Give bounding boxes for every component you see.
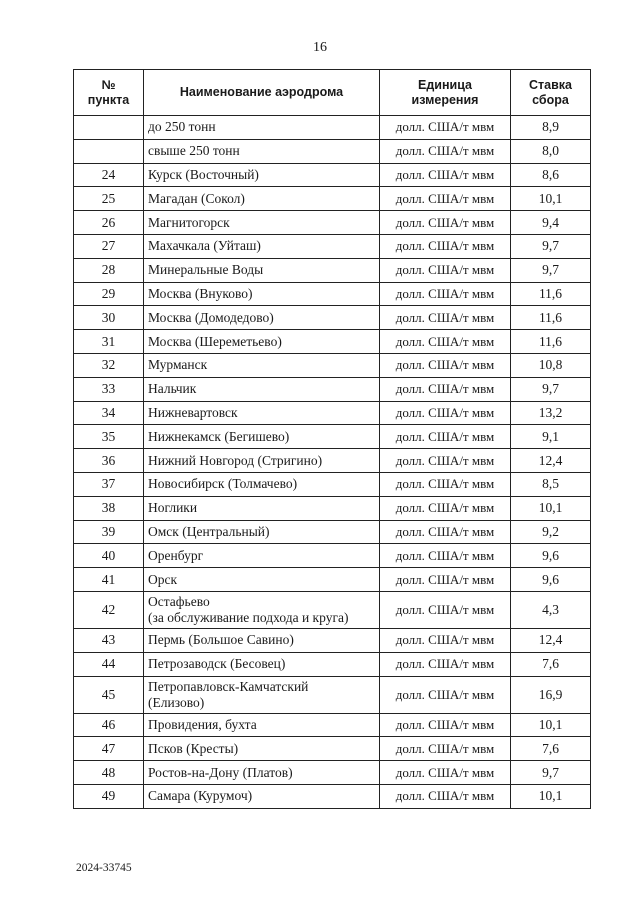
document-code: 2024-33745 — [76, 862, 132, 874]
unit-of-measure: долл. США/т мвм — [380, 472, 511, 496]
unit-of-measure: долл. США/т мвм — [380, 282, 511, 306]
fee-rate: 13,2 — [511, 401, 591, 425]
airport-name-line: Москва (Внуково) — [148, 285, 253, 301]
row-number: 47 — [74, 737, 144, 761]
fee-rate: 7,6 — [511, 737, 591, 761]
fee-rate: 9,7 — [511, 377, 591, 401]
table-row — [74, 234, 591, 258]
row-number: 44 — [74, 652, 144, 676]
airport-name-line: Курск (Восточный) — [148, 166, 259, 182]
header-unit-line-1: Единица — [418, 77, 472, 92]
unit-of-measure: долл. США/т мвм — [380, 713, 511, 737]
fee-rate: 9,6 — [511, 544, 591, 568]
fee-rate: 9,2 — [511, 520, 591, 544]
header-number-line-2: пункта — [87, 92, 130, 107]
row-number: 33 — [74, 377, 144, 401]
table-row — [74, 591, 591, 628]
airport-name-line: Нижнекамск (Бегишево) — [148, 428, 290, 444]
fee-rate: 9,1 — [511, 425, 591, 449]
row-number: 46 — [74, 713, 144, 737]
table-row — [74, 520, 591, 544]
table-row — [74, 652, 591, 676]
airport-name-line: Магадан (Сокол) — [148, 190, 245, 206]
airport-name-line: Омск (Центральный) — [148, 523, 270, 539]
airport-name-line: Москва (Шереметьево) — [148, 333, 282, 349]
unit-of-measure: долл. США/т мвм — [380, 330, 511, 354]
airport-name — [144, 761, 380, 785]
unit-of-measure: долл. США/т мвм — [380, 591, 511, 628]
airport-name-line: до 250 тонн — [148, 119, 216, 135]
airport-name — [144, 377, 380, 401]
table-row — [74, 163, 591, 187]
table-row — [74, 761, 591, 785]
fee-rate: 8,5 — [511, 472, 591, 496]
airport-name-line: Провидения, бухта — [148, 716, 257, 732]
airport-name — [144, 676, 380, 713]
row-number: 40 — [74, 544, 144, 568]
airport-name — [144, 520, 380, 544]
airport-name-line: Оренбург — [148, 547, 204, 563]
unit-of-measure: долл. США/т мвм — [380, 306, 511, 330]
row-number: 28 — [74, 258, 144, 282]
unit-of-measure: долл. США/т мвм — [380, 628, 511, 652]
row-number: 41 — [74, 568, 144, 592]
header-name-line-1: Наименование аэродрома — [179, 85, 344, 99]
table-row — [74, 211, 591, 235]
unit-of-measure: долл. США/т мвм — [380, 761, 511, 785]
table-row — [74, 139, 591, 163]
airport-name — [144, 449, 380, 473]
unit-of-measure: долл. США/т мвм — [380, 377, 511, 401]
fee-rate: 9,6 — [511, 568, 591, 592]
airport-name — [144, 163, 380, 187]
airport-name — [144, 116, 380, 140]
row-number: 49 — [74, 784, 144, 808]
page-number: 16 — [313, 40, 327, 55]
airport-name-line: Ноглики — [148, 500, 198, 516]
airport-name — [144, 282, 380, 306]
table-row — [74, 330, 591, 354]
row-number: 35 — [74, 425, 144, 449]
airport-name — [144, 306, 380, 330]
airport-name — [144, 628, 380, 652]
fee-rate: 8,6 — [511, 163, 591, 187]
unit-of-measure: долл. США/т мвм — [380, 425, 511, 449]
unit-of-measure: долл. США/т мвм — [380, 676, 511, 713]
table-row — [74, 713, 591, 737]
unit-of-measure: долл. США/т мвм — [380, 353, 511, 377]
table-body — [74, 116, 591, 809]
row-number — [74, 116, 144, 140]
fee-rate: 10,1 — [511, 496, 591, 520]
airport-name-line: (за обслуживание подхода и круга) — [148, 609, 349, 625]
unit-of-measure: долл. США/т мвм — [380, 784, 511, 808]
row-number: 24 — [74, 163, 144, 187]
airport-name — [144, 496, 380, 520]
airport-name — [144, 425, 380, 449]
table-row — [74, 544, 591, 568]
header-rate-line-2: сбора — [532, 92, 569, 107]
fee-rate: 12,4 — [511, 628, 591, 652]
airport-name — [144, 544, 380, 568]
row-number: 26 — [74, 211, 144, 235]
table-row — [74, 116, 591, 140]
fee-rate: 11,6 — [511, 306, 591, 330]
header-name — [144, 70, 380, 116]
header-rate — [511, 70, 591, 116]
airport-name — [144, 234, 380, 258]
table-row — [74, 353, 591, 377]
airport-name — [144, 258, 380, 282]
airport-name-line: Ростов-на-Дону (Платов) — [148, 764, 293, 780]
fee-rate: 10,8 — [511, 353, 591, 377]
airport-name-line: Москва (Домодедово) — [148, 309, 274, 325]
fee-rate: 4,3 — [511, 591, 591, 628]
row-number: 39 — [74, 520, 144, 544]
table-row — [74, 737, 591, 761]
unit-of-measure: долл. США/т мвм — [380, 187, 511, 211]
row-number: 48 — [74, 761, 144, 785]
airport-name — [144, 211, 380, 235]
airport-name — [144, 652, 380, 676]
airport-name-line: свыше 250 тонн — [148, 143, 240, 159]
unit-of-measure: долл. США/т мвм — [380, 737, 511, 761]
table-row — [74, 401, 591, 425]
row-number: 32 — [74, 353, 144, 377]
airport-name-line: Самара (Курумоч) — [148, 788, 253, 804]
header-unit-line-2: измерения — [411, 92, 479, 107]
fee-rate: 9,4 — [511, 211, 591, 235]
fee-rate: 10,1 — [511, 713, 591, 737]
fee-rate: 9,7 — [511, 761, 591, 785]
fee-rate: 11,6 — [511, 330, 591, 354]
airport-name — [144, 187, 380, 211]
airport-name — [144, 713, 380, 737]
fee-rate: 10,1 — [511, 187, 591, 211]
unit-of-measure: долл. США/т мвм — [380, 544, 511, 568]
table-row — [74, 258, 591, 282]
unit-of-measure: долл. США/т мвм — [380, 234, 511, 258]
airport-name-line: Орск — [148, 571, 178, 587]
table-row — [74, 568, 591, 592]
fee-rate: 9,7 — [511, 258, 591, 282]
airport-name-line: Петропавловск-Камчатский — [148, 678, 309, 694]
row-number: 42 — [74, 591, 144, 628]
airport-rates-table — [73, 69, 591, 809]
unit-of-measure: долл. США/т мвм — [380, 163, 511, 187]
table-row — [74, 282, 591, 306]
fee-rate: 11,6 — [511, 282, 591, 306]
fee-rate: 10,1 — [511, 784, 591, 808]
airport-name-line: Мурманск — [148, 357, 208, 373]
table-row — [74, 496, 591, 520]
fee-rate: 8,0 — [511, 139, 591, 163]
airport-name — [144, 784, 380, 808]
row-number: 45 — [74, 676, 144, 713]
unit-of-measure: долл. США/т мвм — [380, 211, 511, 235]
fee-rate: 8,9 — [511, 116, 591, 140]
airport-name — [144, 139, 380, 163]
fee-rate: 7,6 — [511, 652, 591, 676]
airport-name — [144, 591, 380, 628]
unit-of-measure: долл. США/т мвм — [380, 116, 511, 140]
row-number: 37 — [74, 472, 144, 496]
airport-name-line: Нижний Новгород (Стригино) — [148, 452, 323, 468]
airport-name — [144, 401, 380, 425]
airport-name — [144, 330, 380, 354]
row-number: 29 — [74, 282, 144, 306]
row-number: 43 — [74, 628, 144, 652]
table-row — [74, 187, 591, 211]
row-number: 38 — [74, 496, 144, 520]
table-row — [74, 628, 591, 652]
row-number: 27 — [74, 234, 144, 258]
unit-of-measure: долл. США/т мвм — [380, 401, 511, 425]
table-row — [74, 472, 591, 496]
unit-of-measure: долл. США/т мвм — [380, 568, 511, 592]
table-row — [74, 306, 591, 330]
airport-name-line: Нижневартовск — [148, 404, 238, 420]
table-row — [74, 676, 591, 713]
row-number: 34 — [74, 401, 144, 425]
unit-of-measure: долл. США/т мвм — [380, 258, 511, 282]
header-rate-line-1: Ставка — [529, 77, 572, 92]
airport-name — [144, 353, 380, 377]
airport-name — [144, 568, 380, 592]
unit-of-measure: долл. США/т мвм — [380, 449, 511, 473]
unit-of-measure: долл. США/т мвм — [380, 520, 511, 544]
airport-name-line: Остафьево — [148, 593, 210, 609]
header-number-line-1: № — [101, 77, 116, 92]
table-row — [74, 377, 591, 401]
airport-name-line: Псков (Кресты) — [148, 740, 239, 756]
fee-rate: 16,9 — [511, 676, 591, 713]
header-unit — [380, 70, 511, 116]
unit-of-measure: долл. США/т мвм — [380, 652, 511, 676]
airport-name-line: Минеральные Воды — [148, 262, 264, 278]
airport-name — [144, 737, 380, 761]
airport-name-line: Пермь (Большое Савино) — [148, 632, 294, 648]
fee-rate: 9,7 — [511, 234, 591, 258]
unit-of-measure: долл. США/т мвм — [380, 139, 511, 163]
fee-rate: 12,4 — [511, 449, 591, 473]
airport-name-line: Нальчик — [148, 381, 197, 397]
table-header-row — [74, 70, 591, 116]
row-number: 36 — [74, 449, 144, 473]
row-number — [74, 139, 144, 163]
airport-name-line: Новосибирск (Толмачево) — [148, 476, 298, 492]
airport-name-line: Петрозаводск (Бесовец) — [148, 656, 286, 672]
airport-name-line: Магнитогорск — [148, 214, 230, 230]
table-row — [74, 449, 591, 473]
airport-name-line: (Елизово) — [148, 694, 205, 710]
row-number: 25 — [74, 187, 144, 211]
row-number: 31 — [74, 330, 144, 354]
row-number: 30 — [74, 306, 144, 330]
header-number — [74, 70, 144, 116]
table-row — [74, 784, 591, 808]
airport-name — [144, 472, 380, 496]
unit-of-measure: долл. США/т мвм — [380, 496, 511, 520]
airport-name-line: Махачкала (Уйташ) — [148, 238, 261, 254]
table-row — [74, 425, 591, 449]
